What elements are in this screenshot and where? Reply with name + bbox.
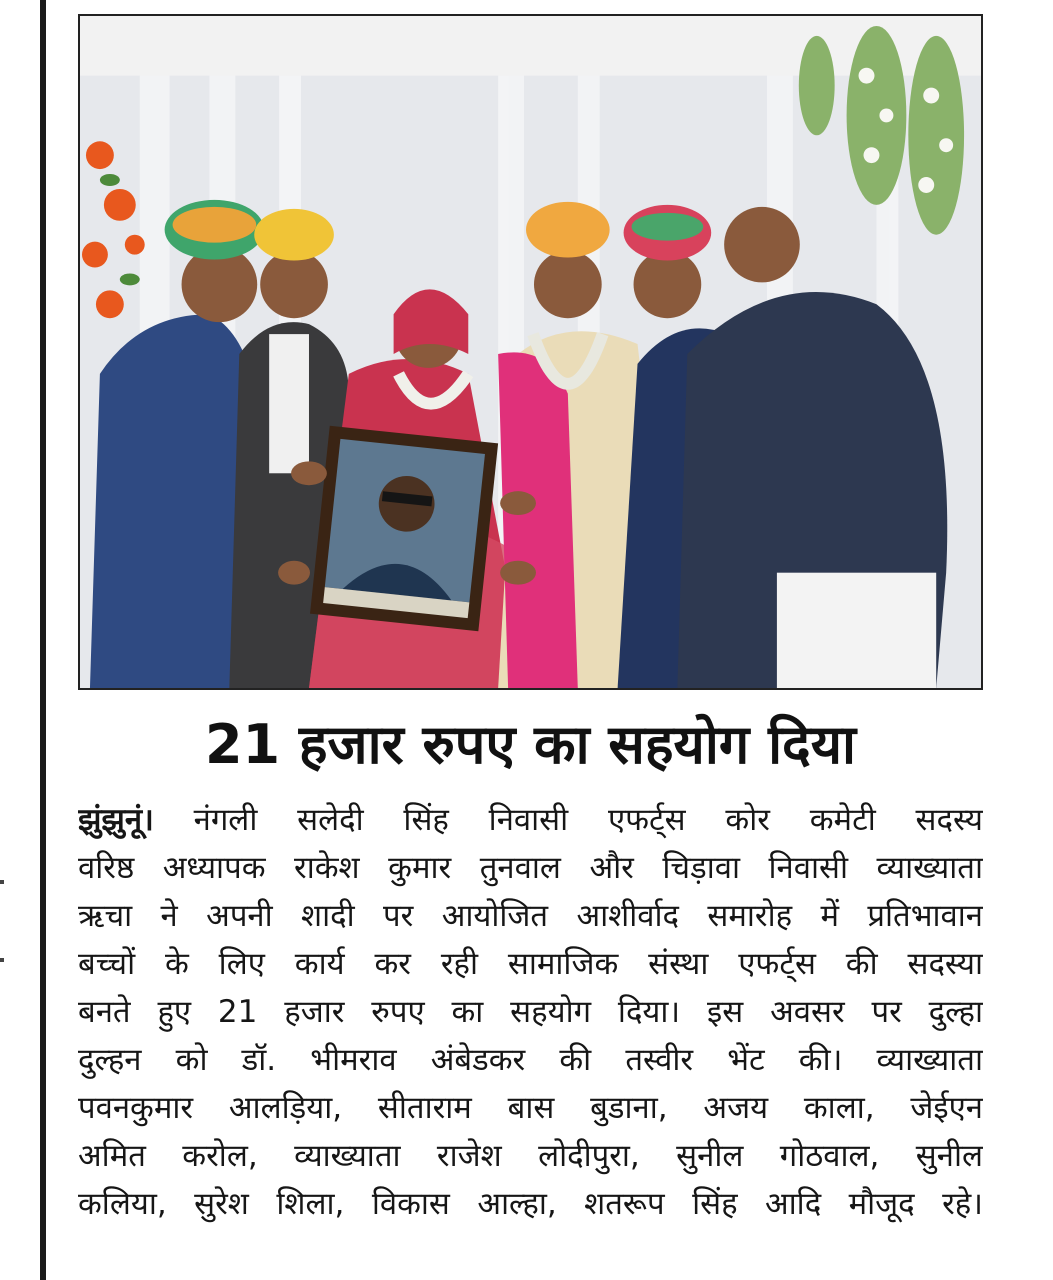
margin-mark (0, 880, 4, 884)
article-line-2: वरिष्ठ अध्यापक राकेश कुमार तुनवाल और चिड़ावा निवासी व्याख्याता (78, 850, 983, 886)
margin-mark (0, 958, 4, 962)
dateline: झुंझुनूं। (78, 802, 154, 838)
line-text: नंगली सलेदी सिंह निवासी एफर्ट्स कोर कमेटी सदस्य (193, 802, 983, 838)
article-body (78, 796, 983, 1280)
news-photo (78, 14, 983, 690)
article-line-3: ऋचा ने अपनी शादी पर आयोजित आशीर्वाद समारोह में प्रतिभावान (78, 898, 983, 934)
article-line-1 (78, 796, 983, 844)
article-line-6: दुल्हन को डॉ. भीमराव अंबेडकर की तस्वीर भेंट की। व्याख्याता (78, 1042, 983, 1078)
photo-illustration (80, 16, 981, 688)
column-rule (40, 0, 46, 1280)
headline: 21 हजार रुपए का सहयोग दिया (204, 713, 857, 776)
article-line-5: बनते हुए 21 हजार रुपए का सहयोग दिया। इस अवसर पर दुल्हा (78, 994, 983, 1030)
article-line-7: पवनकुमार आलड़िया, सीताराम बास बुडाना, अजय काला, जेईएन (78, 1090, 983, 1126)
article-line-4: बच्चों के लिए कार्य कर रही सामाजिक संस्था एफर्ट्स की सदस्या (78, 946, 983, 982)
article-line-8: अमित करोल, व्याख्याता राजेश लोदीपुरा, सुनील गोठवाल, सुनील (78, 1138, 983, 1174)
article-line-9: कलिया, सुरेश शिला, विकास आल्हा, शतरूप सिंह आदि मौजूद रहे। (78, 1186, 983, 1222)
